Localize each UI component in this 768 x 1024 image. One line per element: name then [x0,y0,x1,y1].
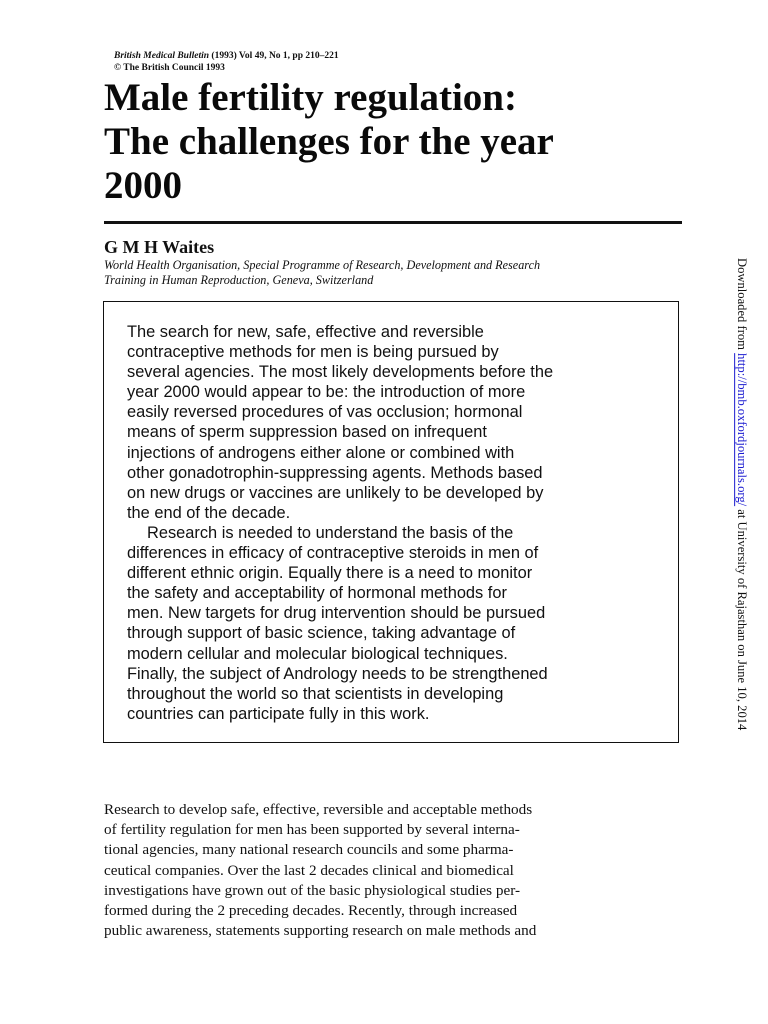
body-paragraph [104,800,684,941]
abstract-line: throughout the world so that scientists in developing [127,684,504,703]
abstract-line: countries can participate fully in this work. [127,704,430,723]
affiliation-line: Training in Human Reproduction, Geneva, Switzerland [104,273,374,287]
affiliation-line: World Health Organisation, Special Programme of Research, Development and Research [104,258,541,272]
abstract-line: contraceptive methods for men is being pursued by [127,343,499,362]
abstract-line: different ethnic origin. Equally there is a need to monitor [127,564,533,583]
abstract-line: year 2000 would appear to be: the introduction of more [127,383,526,402]
abstract-line: differences in efficacy of contraceptive steroids in men of [127,544,539,563]
abstract-line: on new drugs or vaccines are unlikely to be developed by [127,483,544,502]
citation-details: (1993) Vol 49, No 1, pp 210–221 [211,51,339,61]
abstract-line: the end of the decade. [127,503,291,522]
body-line: Research to develop safe, effective, reversible and acceptable methods [104,801,533,818]
abstract-line: through support of basic science, taking advantage of [127,624,516,643]
body-line: investigations have grown out of the basic physiological studies per- [104,881,521,899]
body-line: ceutical companies. Over the last 2 decades clinical and biomedical [104,861,514,879]
body-line: public awareness, statements supporting research on male methods and [104,922,537,940]
journal-name: British Medical Bulletin [114,51,210,61]
author-affiliation [104,258,694,288]
title-line: The challenges for the year [104,120,554,163]
body-line: of fertility regulation for men has been supported by several interna- [104,821,520,839]
abstract-line: Finally, the subject of Andrology needs to be strengthened [127,664,548,683]
abstract-line: modern cellular and molecular biological techniques. [127,644,508,663]
journal-citation [114,50,339,62]
abstract-line: easily reversed procedures of vas occlusion; hormonal [127,403,523,422]
article-title [104,76,704,208]
author-name: G M H Waites [104,237,215,257]
abstract-line: men. New targets for drug intervention should be pursued [127,604,546,623]
title-divider [104,221,682,224]
journal-link[interactable]: http://bmb.oxfordjournals.org/ [735,353,749,507]
title-line: 2000 [104,164,182,207]
abstract-line: means of sperm suppression based on infrequent [127,423,487,442]
title-line: Male fertility regulation: [104,76,517,119]
abstract-line: the safety and acceptability of hormonal methods for [127,584,507,603]
download-notice [735,258,749,730]
abstract-line: other gonadotrophin-suppressing agents. Methods based [127,463,543,482]
abstract-text [127,322,672,724]
abstract-line: Research is needed to understand the basis of the [147,523,514,542]
abstract-line: injections of androgens either alone or combined with [127,443,515,462]
download-suffix: at University of Rajasthan on June 10, 2014 [735,506,749,731]
body-line: tional agencies, many national research councils and some pharma- [104,841,514,859]
abstract-line: The search for new, safe, effective and reversible [127,323,484,341]
abstract-line: several agencies. The most likely developments before the [127,363,554,382]
copyright-line: © The British Council 1993 [114,63,225,73]
download-prefix: Downloaded from [735,258,749,354]
body-line: formed during the 2 preceding decades. Recently, through increased [104,902,518,920]
